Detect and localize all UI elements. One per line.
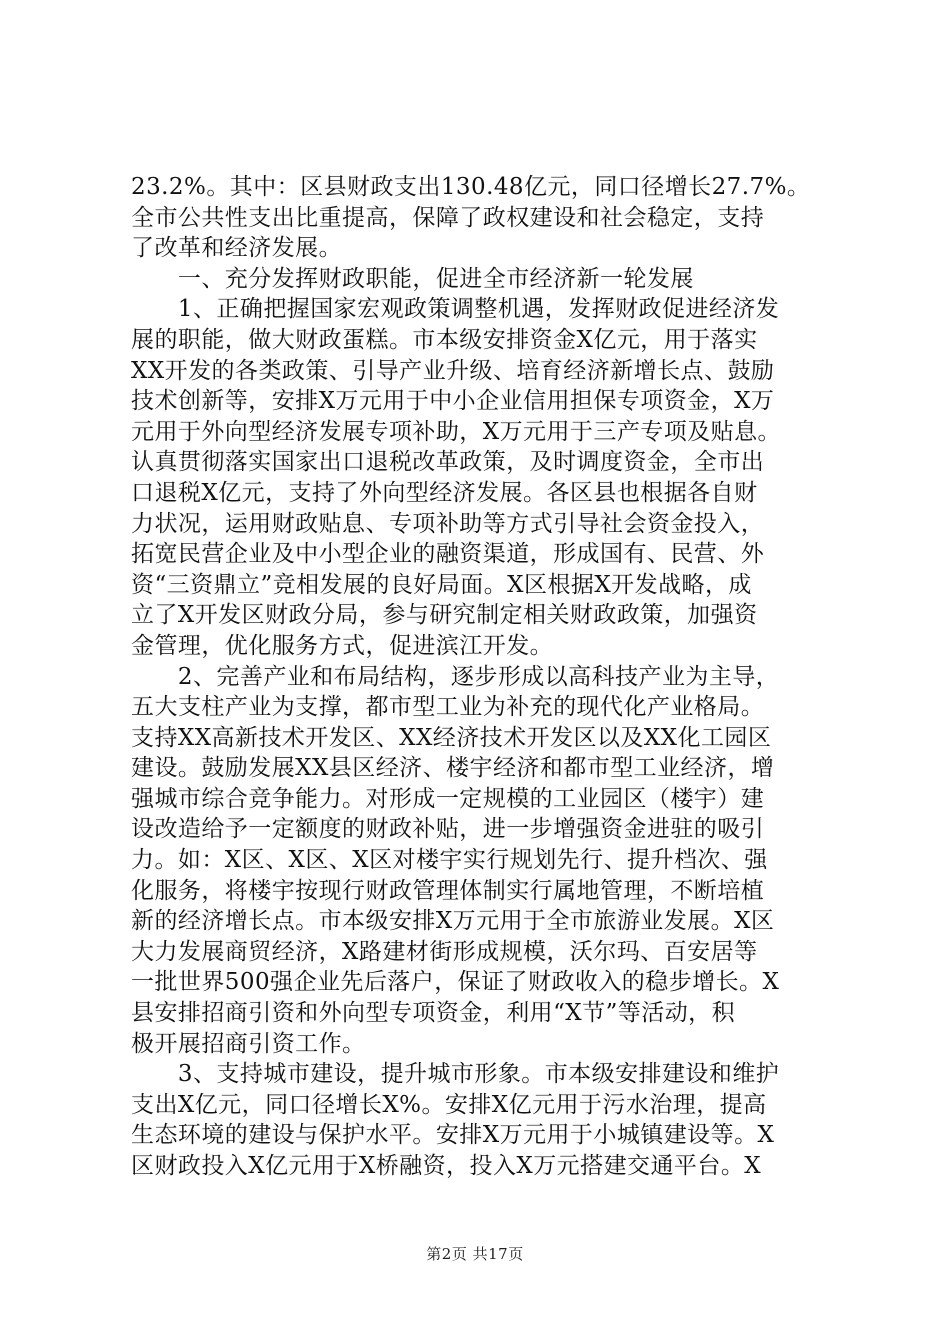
text-line: 立了X开发区财政分局，参与研究制定相关财政政策，加强资: [131, 602, 758, 629]
text-line: 支持XX高新技术开发区、XX经济技术开发区以及XX化工园区: [131, 724, 772, 751]
section-heading: 一、充分发挥财政职能，促进全市经济新一轮发展: [131, 265, 694, 292]
text-line: 五大支柱产业为支撑，都市型工业为补充的现代化产业格局。: [131, 694, 765, 721]
text-line: 了改革和经济发展。: [131, 235, 343, 262]
text-line: XX开发的各类政策、引导产业升级、培育经济新增长点、鼓励: [131, 357, 775, 384]
body-text: [131, 172, 831, 1182]
text-line: 区财政投入X亿元用于X桥融资，投入X万元搭建交通平台。X: [131, 1153, 762, 1179]
text-line: 拓宽民营企业及中小型企业的融资渠道，形成国有、民营、外: [131, 541, 765, 568]
text-line: 3、支持城市建设，提升城市形象。市本级安排建设和维护: [131, 1061, 780, 1088]
text-line: 金管理，优化服务方式，促进滨江开发。: [131, 632, 554, 659]
text-line: 展的职能，做大财政蛋糕。市本级安排资金X亿元，用于落实: [131, 326, 758, 353]
text-line: 23.2%。其中：区县财政支出130.48亿元，同口径增长27.7%。: [131, 174, 811, 200]
text-line: 生态环境的建设与保护水平。安排X万元用于小城镇建设等。X: [131, 1122, 775, 1149]
text-line: 强城市综合竞争能力。对形成一定规模的工业园区（楼宇）建: [131, 785, 765, 812]
text-line: 新的经济增长点。市本级安排X万元用于全市旅游业发展。X区: [131, 908, 775, 935]
text-line: 建设。鼓励发展XX县区经济、楼宇经济和都市型工业经济，增: [131, 755, 775, 782]
text-line: 全市公共性支出比重提高，保障了政权建设和社会稳定，支持: [131, 204, 765, 231]
text-line: 县安排招商引资和外向型专项资金，利用“X节”等活动，积: [131, 1000, 736, 1027]
text-line: 一批世界500强企业先后落户，保证了财政收入的稳步增长。X: [131, 969, 780, 996]
text-line: 极开展招商引资工作。: [131, 1030, 366, 1057]
text-line: 元用于外向型经济发展专项补助，X万元用于三产专项及贴息。: [131, 418, 781, 445]
text-line: 设改造给予一定额度的财政补贴，进一步增强资金进驻的吸引: [131, 816, 765, 843]
text-line: 化服务，将楼宇按现行财政管理体制实行属地管理，不断培植: [131, 877, 765, 904]
text-line: 1、正确把握国家宏观政策调整机遇，发挥财政促进经济发: [131, 296, 780, 323]
text-line: 技术创新等，安排X万元用于中小企业信用担保专项资金，X万: [131, 388, 775, 415]
text-line: 支出X亿元，同口径增长X%。安排X亿元用于污水治理，提高: [131, 1091, 767, 1118]
text-line: 2、完善产业和布局结构，逐步形成以高科技产业为主导，: [131, 663, 780, 690]
text-line: 口退税X亿元，支持了外向型经济发展。各区县也根据各自财: [131, 479, 758, 506]
text-line: 大力发展商贸经济，X路建材街形成规模，沃尔玛、百安居等: [131, 938, 758, 965]
text-line: 力状况，运用财政贴息、专项补助等方式引导社会资金投入，: [131, 510, 765, 537]
text-line: 认真贯彻落实国家出口退税改革政策，及时调度资金，全市出: [131, 449, 765, 476]
text-line: 资“三资鼎立”竞相发展的良好局面。X区根据X开发战略，成: [131, 571, 752, 598]
page-footer: 第2页 共17页: [426, 1245, 524, 1263]
text-line: 力。如：X区、X区、X区对楼宇实行规划先行、提升档次、强: [131, 847, 768, 874]
